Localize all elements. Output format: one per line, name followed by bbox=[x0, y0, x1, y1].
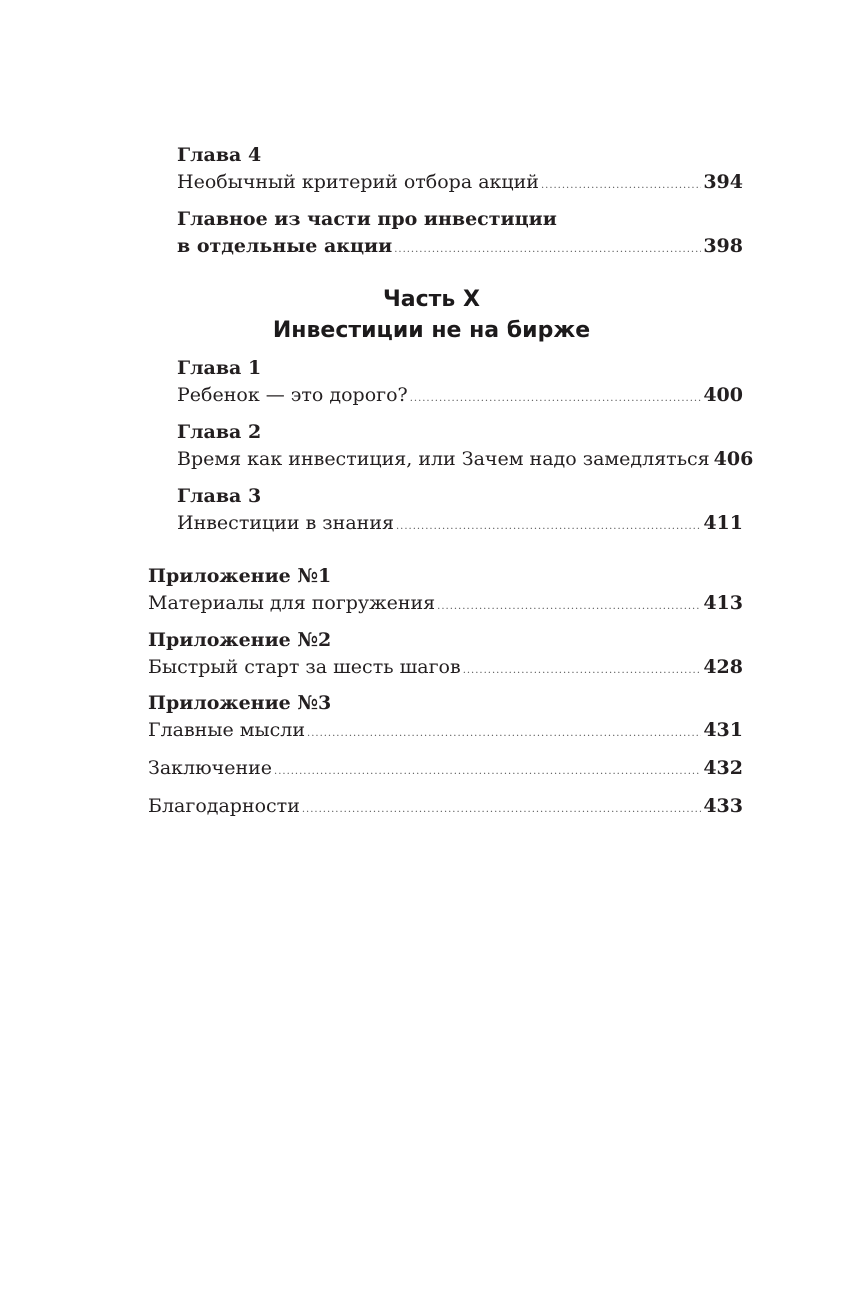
toc-line bbox=[177, 382, 743, 412]
page-number: 428 bbox=[703, 656, 743, 678]
toc-entry-summary bbox=[177, 206, 743, 263]
toc-entry-chapter-1 bbox=[177, 355, 743, 412]
chapter-heading: Глава 1 bbox=[177, 357, 262, 379]
dot-leader bbox=[437, 593, 701, 620]
page-number: 431 bbox=[703, 719, 743, 741]
page-number: 411 bbox=[703, 512, 743, 534]
toc-line bbox=[177, 233, 743, 263]
part-label: Часть X bbox=[383, 287, 480, 312]
toc-line bbox=[177, 169, 743, 199]
page-number: 406 bbox=[713, 448, 754, 470]
dot-leader bbox=[302, 796, 701, 823]
toc-entry-chapter-3 bbox=[177, 483, 743, 540]
toc-entry-conclusion bbox=[148, 755, 743, 785]
appendix-heading: Приложение №2 bbox=[148, 629, 332, 651]
dot-leader bbox=[307, 720, 701, 747]
dot-leader bbox=[394, 236, 701, 263]
appendix-title: Быстрый старт за шесть шагов bbox=[148, 656, 461, 678]
part-title: Инвестиции не на бирже bbox=[272, 318, 591, 343]
chapter-heading: Глава 2 bbox=[177, 421, 262, 443]
toc-line bbox=[148, 793, 743, 823]
toc-entry-chapter-4 bbox=[177, 142, 743, 199]
appendix-heading: Приложение №1 bbox=[148, 565, 332, 587]
toc-line bbox=[148, 654, 743, 684]
page-number: 413 bbox=[703, 592, 743, 614]
toc-line bbox=[148, 590, 743, 620]
toc-line bbox=[177, 446, 754, 476]
conclusion-title: Заключение bbox=[148, 757, 273, 779]
page-number: 433 bbox=[703, 795, 743, 817]
toc-entry-appendix-1 bbox=[148, 563, 743, 620]
toc-entry-acknowledgements bbox=[148, 793, 743, 823]
dot-leader bbox=[396, 513, 701, 540]
appendix-title: Главные мысли bbox=[148, 719, 306, 741]
toc-entry-appendix-2 bbox=[148, 627, 743, 684]
summary-title-line-1: Главное из части про инвестиции bbox=[177, 208, 557, 230]
page-number: 400 bbox=[703, 384, 743, 406]
chapter-title: Необычный критерий отбора акций bbox=[177, 171, 539, 193]
chapter-heading: Глава 4 bbox=[177, 144, 262, 166]
chapter-title: Время как инвестиция, или Зачем надо замедляться bbox=[177, 448, 710, 470]
toc-line bbox=[148, 717, 743, 747]
chapter-heading: Глава 3 bbox=[177, 485, 262, 507]
toc-entry-appendix-3 bbox=[148, 690, 743, 747]
acknowledgements-title: Благодарности bbox=[148, 795, 300, 817]
page-number: 432 bbox=[703, 757, 743, 779]
page-number: 398 bbox=[703, 235, 743, 257]
page-number: 394 bbox=[703, 171, 743, 193]
chapter-title: Ребенок — это дорого? bbox=[177, 384, 408, 406]
toc-line bbox=[177, 510, 743, 540]
appendix-title: Материалы для погружения bbox=[148, 592, 436, 614]
summary-title-line-2: в отдельные акции bbox=[177, 235, 393, 257]
dot-leader bbox=[541, 172, 701, 199]
toc-entry-chapter-2 bbox=[177, 419, 754, 476]
dot-leader bbox=[274, 758, 701, 785]
chapter-title: Инвестиции в знания bbox=[177, 512, 394, 534]
toc-line bbox=[148, 755, 743, 785]
dot-leader bbox=[410, 385, 702, 412]
dot-leader bbox=[463, 657, 702, 684]
appendix-heading: Приложение №3 bbox=[148, 692, 332, 714]
